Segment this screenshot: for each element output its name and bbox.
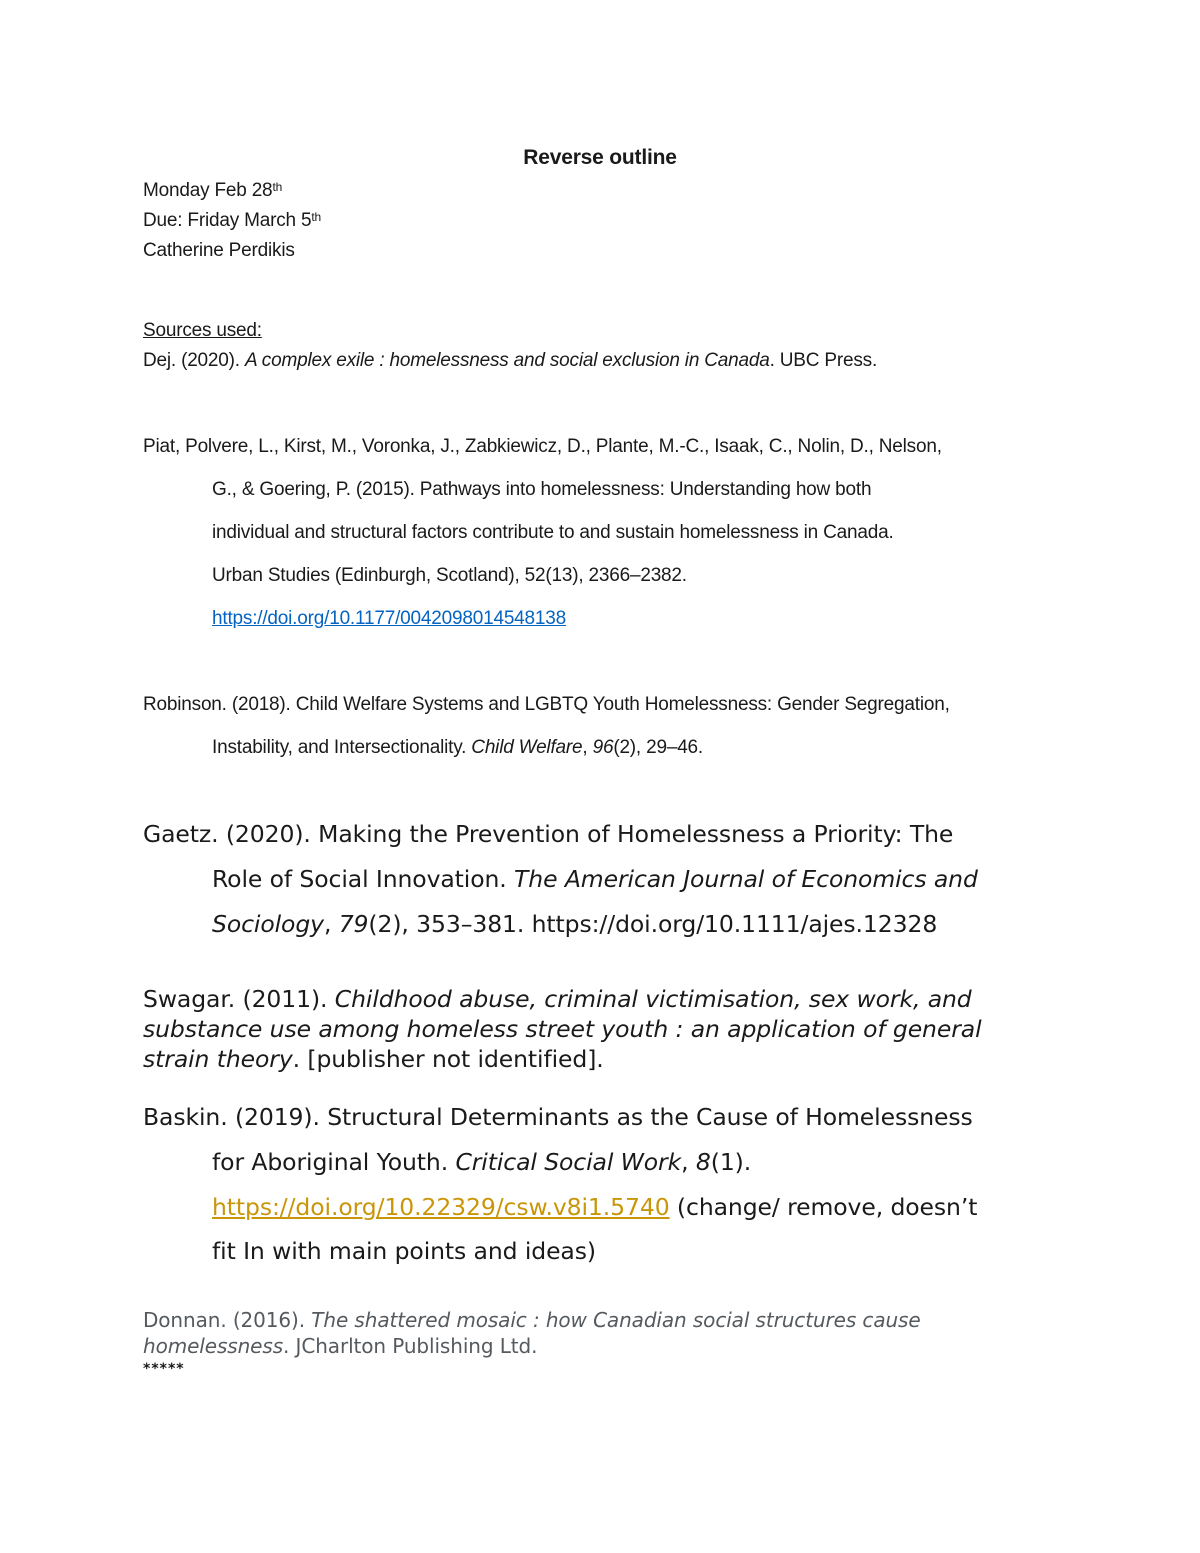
- date-line: [143, 176, 321, 206]
- ref-dej-publisher: . UBC Press.: [769, 350, 878, 371]
- author-line: Catherine Perdikis: [143, 240, 295, 261]
- ref-robinson-line2: [212, 737, 703, 759]
- ref-baskin-line1: Baskin. (2019). Structural Determinants as the Cause of Homelessness: [143, 1103, 973, 1131]
- asterisk-separator: *****: [143, 1361, 185, 1377]
- sources-heading: Sources used:: [143, 320, 262, 341]
- ref-donnan-publisher: . JCharlton Publishing Ltd.: [283, 1334, 538, 1358]
- ref-swagar-publisher: . [publisher not identified].: [292, 1045, 604, 1073]
- ref-swagar-title: Childhood abuse, criminal victimisation, sex work, and: [334, 985, 972, 1013]
- ref-swagar-title-end: strain theory: [143, 1045, 293, 1073]
- ref-swagar-author: Swagar. (2011).: [143, 985, 335, 1013]
- ref-gaetz-journal: The American Journal of Economics and: [514, 865, 978, 893]
- ref-baskin-title-end: for Aboriginal Youth.: [212, 1148, 456, 1176]
- ref-dej: [143, 350, 877, 372]
- ref-baskin-line3: [212, 1193, 977, 1221]
- ref-donnan-title-end: homelessness: [143, 1334, 284, 1358]
- ref-robinson-journal: Child Welfare: [471, 737, 583, 758]
- ref-gaetz-line2: [212, 865, 978, 893]
- ref-piat-line1: Piat, Polvere, L., Kirst, M., Voronka, J., Zabkiewicz, D., Plante, M.-C., Isaak, C., Nolin, D., Nelson,: [143, 436, 942, 457]
- page-title: Reverse outline: [523, 146, 677, 169]
- ref-robinson-sep: ,: [582, 737, 593, 758]
- date-suffix: th: [272, 180, 283, 194]
- ref-robinson-pages: (2), 29–46.: [613, 737, 704, 758]
- date-text: Monday Feb 28: [143, 180, 273, 201]
- ref-baskin-line2: [212, 1148, 751, 1176]
- ref-gaetz-journal-end: Sociology: [212, 910, 324, 938]
- ref-robinson-title-end: Instability, and Intersectionality.: [212, 737, 472, 758]
- ref-piat-doi-link[interactable]: https://doi.org/10.1177/0042098014548138: [212, 608, 567, 629]
- ref-swagar-line3: [143, 1045, 604, 1073]
- ref-robinson-volume: 96: [592, 737, 614, 758]
- due-line: [143, 206, 321, 236]
- ref-baskin-doi-link[interactable]: https://doi.org/10.22329/csw.v8i1.5740: [212, 1193, 670, 1221]
- ref-dej-title: A complex exile : homelessness and social exclusion in Canada: [244, 350, 770, 371]
- ref-donnan-author: Donnan. (2016).: [143, 1308, 312, 1332]
- ref-gaetz-line3: [212, 910, 937, 938]
- due-text: Due: Friday March 5: [143, 210, 312, 231]
- ref-gaetz-line1: Gaetz. (2020). Making the Prevention of Homelessness a Priority: The: [143, 820, 954, 848]
- due-suffix: th: [311, 210, 321, 224]
- ref-swagar-line2: [143, 1015, 982, 1043]
- ref-baskin-journal: Critical Social Work: [455, 1148, 682, 1176]
- ref-piat-line3: individual and structural factors contribute to and sustain homelessness in Canada.: [212, 522, 894, 543]
- ref-baskin-sep: ,: [681, 1148, 696, 1176]
- ref-dej-author: Dej. (2020).: [143, 350, 245, 371]
- ref-gaetz-sep: ,: [323, 910, 339, 938]
- ref-baskin-volume: 8: [695, 1148, 711, 1176]
- ref-donnan-line1: [143, 1308, 921, 1332]
- ref-baskin-line4: fit In with main points and ideas): [212, 1237, 596, 1265]
- ref-piat-line2: G., & Goering, P. (2015). Pathways into homelessness: Understanding how both: [212, 479, 872, 500]
- ref-swagar-line1: [143, 985, 972, 1013]
- ref-donnan-title: The shattered mosaic : how Canadian social structures cause: [311, 1308, 921, 1332]
- header-block: [143, 176, 321, 266]
- ref-baskin-note: (change/ remove, doesn’t: [669, 1193, 978, 1221]
- ref-gaetz-title-end: Role of Social Innovation.: [212, 865, 515, 893]
- ref-donnan-line2: [143, 1334, 537, 1358]
- ref-baskin-issue: (1).: [710, 1148, 752, 1176]
- ref-gaetz-pages-doi: (2), 353–381. https://doi.org/10.1111/ajes.12328: [368, 910, 938, 938]
- ref-robinson-line1: Robinson. (2018). Child Welfare Systems and LGBTQ Youth Homelessness: Gender Segregation,: [143, 694, 950, 715]
- ref-piat-line4: Urban Studies (Edinburgh, Scotland), 52(13), 2366–2382.: [212, 565, 687, 586]
- ref-swagar-title-cont: substance use among homeless street youth : an application of general: [143, 1015, 982, 1043]
- ref-gaetz-volume: 79: [338, 910, 369, 938]
